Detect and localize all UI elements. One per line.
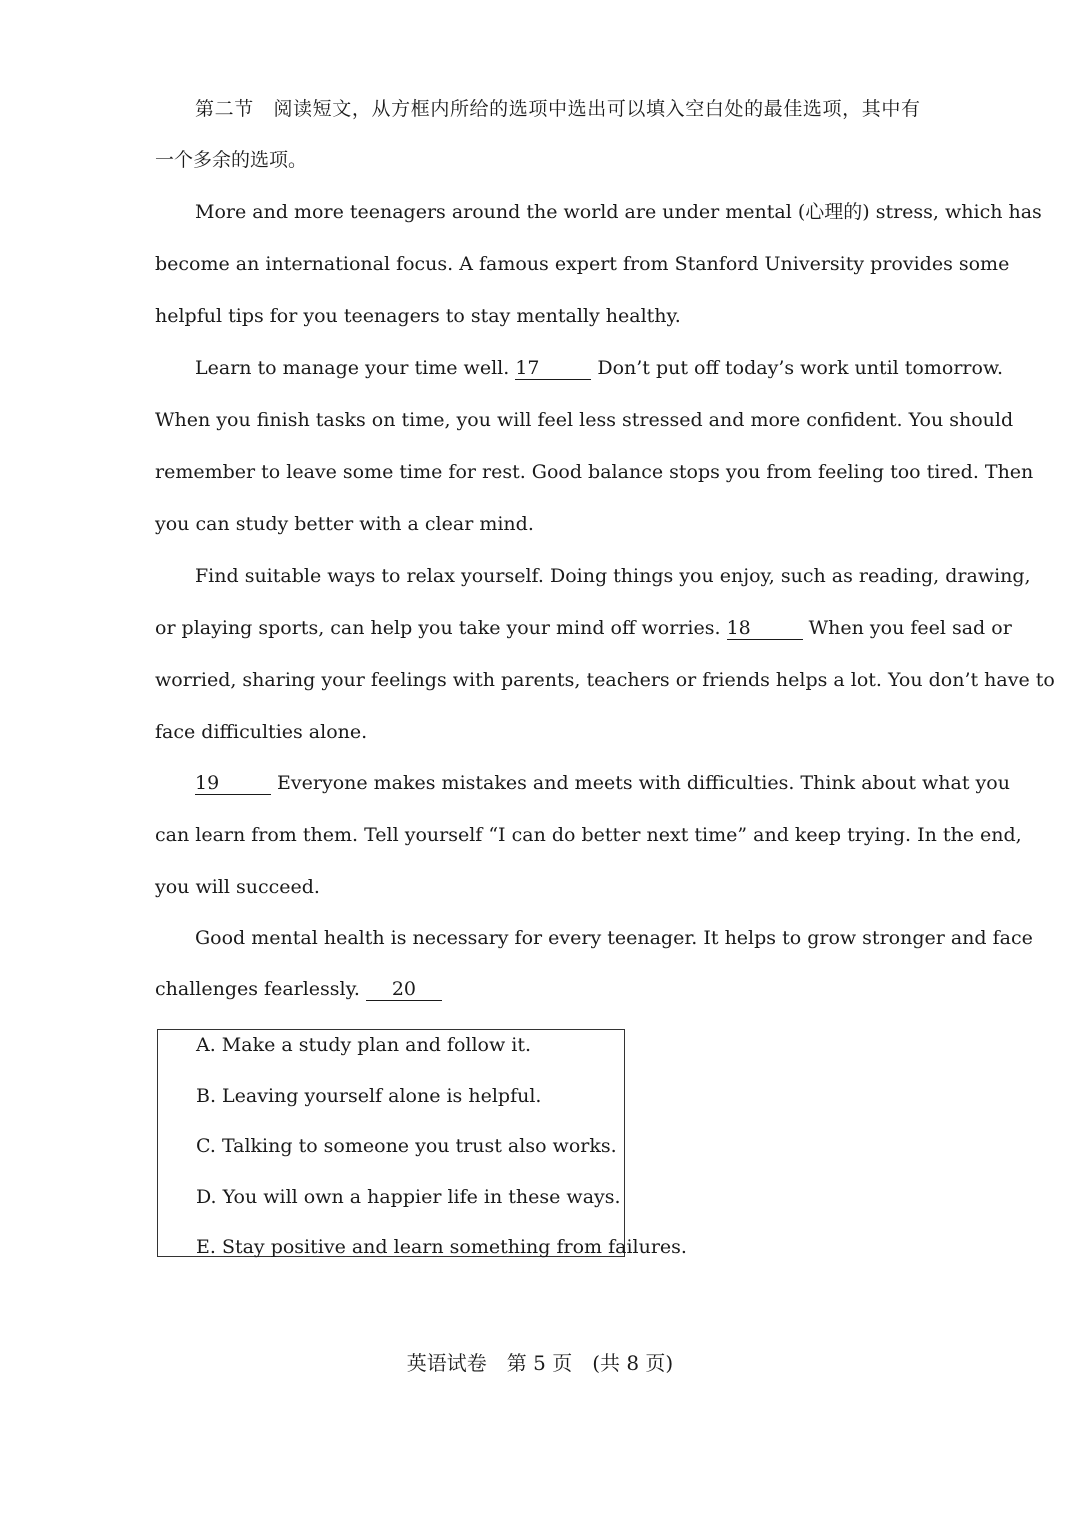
option-c: C. Talking to someone you trust also works.	[196, 1135, 617, 1157]
options-box	[157, 1029, 687, 1258]
passage-line	[155, 615, 1012, 641]
answer-blank-19[interactable]: 19	[195, 772, 271, 795]
answer-blank-17[interactable]: 17	[515, 357, 591, 380]
passage-line: More and more teenagers around the world are under mental (心理的) stress, which has	[195, 201, 1042, 223]
option-e: E. Stay positive and learn something from failures.	[196, 1236, 687, 1258]
section-instruction: 第二节 阅读短文，从方框内所给的选项中选出可以填入空白处的最佳选项，其中有	[195, 98, 920, 120]
option-a: A. Make a study plan and follow it.	[196, 1034, 532, 1056]
passage-line: become an international focus. A famous expert from Stanford University provides some	[155, 253, 1010, 275]
answer-blank-20[interactable]: 20	[366, 978, 442, 1001]
passage-text: Don’t put off today’s work until tomorrow.	[597, 357, 1003, 379]
passage-line: remember to leave some time for rest. Good balance stops you from feeling too tired. Then	[155, 461, 1034, 483]
passage-text: or playing sports, can help you take your mind off worries.	[155, 617, 721, 639]
option-d: D. You will own a happier life in these ways.	[196, 1186, 621, 1208]
passage-text: When you feel sad or	[808, 617, 1012, 639]
passage-text: challenges fearlessly.	[155, 978, 360, 1000]
passage-line	[195, 355, 1003, 381]
option-b: B. Leaving yourself alone is helpful.	[196, 1085, 542, 1107]
passage-line	[155, 976, 920, 1002]
passage-line: you can study better with a clear mind.	[155, 513, 534, 535]
passage-text: Learn to manage your time well.	[195, 357, 510, 379]
passage-line	[195, 770, 1010, 796]
passage-line: helpful tips for you teenagers to stay mentally healthy.	[155, 305, 681, 327]
section-instruction-cont: 一个多余的选项。	[155, 149, 308, 171]
page-footer: 英语试卷 第 5 页 (共 8 页)	[406, 1351, 674, 1375]
passage-line: Find suitable ways to relax yourself. Doing things you enjoy, such as reading, drawing,	[195, 565, 1031, 587]
passage-text: Everyone makes mistakes and meets with difficulties. Think about what you	[277, 772, 1010, 794]
passage-line: you will succeed.	[155, 876, 320, 898]
passage-line: face difficulties alone.	[155, 721, 368, 743]
passage-line: can learn from them. Tell yourself “I can do better next time” and keep trying. In the end,	[155, 824, 1022, 846]
passage-line: When you finish tasks on time, you will feel less stressed and more confident. You should	[155, 409, 1014, 431]
answer-blank-18[interactable]: 18	[727, 617, 803, 640]
passage-line: Good mental health is necessary for every teenager. It helps to grow stronger and face	[195, 927, 1033, 949]
passage-line: worried, sharing your feelings with parents, teachers or friends helps a lot. You don’t have to	[155, 669, 1055, 691]
